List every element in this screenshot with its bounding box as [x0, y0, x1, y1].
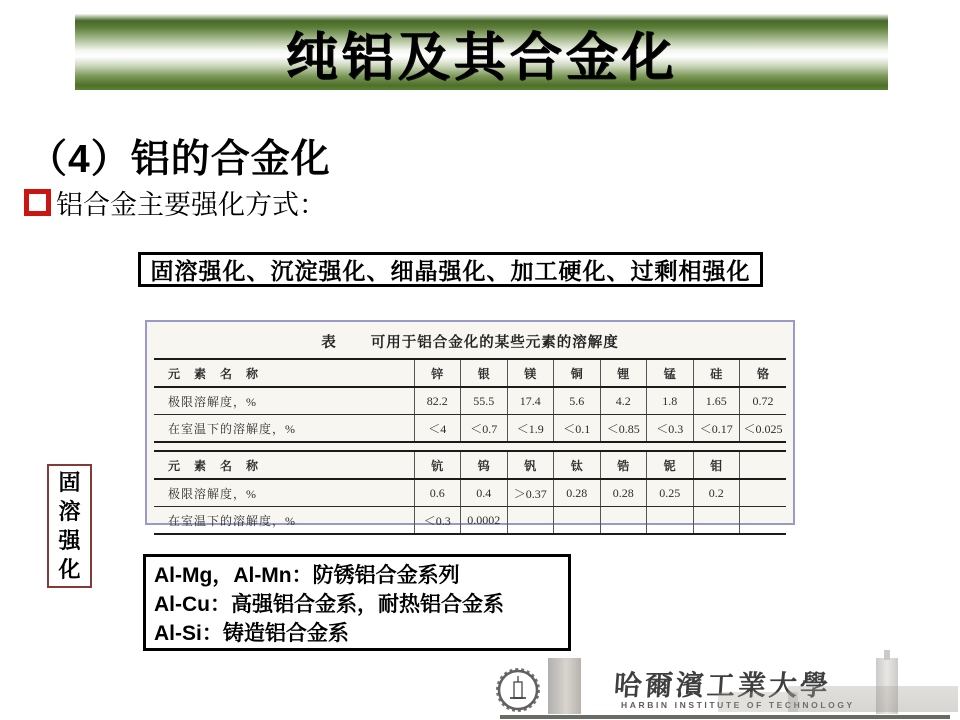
table-cell: ＜0.3	[647, 415, 694, 443]
table-cell: ＜4	[414, 415, 461, 443]
table-cell: 0.28	[600, 479, 647, 507]
section-heading: （4）铝的合金化	[28, 138, 331, 181]
column-header: 钪	[414, 451, 461, 479]
solubility-table-part1	[154, 358, 786, 443]
column-header: 锌	[414, 359, 461, 387]
alloy-line-almg: Al-Mg，Al-Mn：防锈铝合金系列	[154, 564, 460, 587]
table-row	[154, 387, 786, 415]
footer-divider	[500, 715, 950, 719]
alloy-line-alsi: Al-Si：铸造铝合金系	[154, 622, 349, 645]
table-cell: 1.8	[647, 387, 694, 415]
column-header	[740, 451, 787, 479]
row-label: 元 素 名 称	[154, 451, 414, 479]
table-row	[154, 451, 786, 479]
table-cell: 0.6	[414, 479, 461, 507]
table-cell: ＜0.17	[693, 415, 740, 443]
table-cell: ＜1.9	[507, 415, 554, 443]
table-cell: 0.0002	[461, 507, 508, 535]
table-cell	[554, 507, 601, 535]
table-caption	[147, 331, 793, 352]
table-row	[154, 507, 786, 535]
table-cell: 0.72	[740, 387, 787, 415]
column-header: 铜	[554, 359, 601, 387]
table-cell	[507, 507, 554, 535]
column-header: 锰	[647, 359, 694, 387]
table-cell	[600, 507, 647, 535]
table-cell: 82.2	[414, 387, 461, 415]
row-label: 极限溶解度，%	[154, 387, 414, 415]
campus-building-illustration	[548, 658, 581, 714]
column-header: 硅	[693, 359, 740, 387]
table-cell: 17.4	[507, 387, 554, 415]
table-cell: 1.65	[693, 387, 740, 415]
table-cell	[740, 479, 787, 507]
table-cell: ＞0.37	[507, 479, 554, 507]
table-cell: ＜0.3	[414, 507, 461, 535]
table-cell: 55.5	[461, 387, 508, 415]
column-header: 铌	[647, 451, 694, 479]
row-label: 在室温下的溶解度，%	[168, 513, 296, 528]
column-header: 银	[461, 359, 508, 387]
hit-gear-emblem-icon	[496, 668, 540, 712]
column-header: 铬	[740, 359, 787, 387]
table-caption-text: 可用于铝合金化的某些元素的溶解度	[370, 335, 619, 351]
table-cell: 0.25	[647, 479, 694, 507]
table-row	[154, 415, 786, 443]
table-cell: 5.6	[554, 387, 601, 415]
column-header: 锆	[600, 451, 647, 479]
table-cell: ＜0.7	[461, 415, 508, 443]
table-cell: ＜0.85	[600, 415, 647, 443]
university-name-en: HARBIN INSTITUTE OF TECHNOLOGY	[621, 700, 855, 710]
column-header: 钨	[461, 451, 508, 479]
alloy-series-box	[143, 554, 571, 651]
column-header: 镁	[507, 359, 554, 387]
alloy-line-alcu: Al-Cu：高强铝合金系，耐热铝合金系	[154, 593, 504, 616]
row-label: 元 素 名 称	[154, 359, 414, 387]
solubility-table-part2	[154, 450, 786, 535]
table-cell: 4.2	[600, 387, 647, 415]
column-header: 钼	[693, 451, 740, 479]
footer	[488, 656, 960, 720]
campus-skyline-illustration	[718, 692, 798, 712]
bullet-row	[24, 183, 326, 222]
table-cell: ＜0.025	[740, 415, 787, 443]
bullet-text: 铝合金主要强化方式：	[56, 190, 326, 220]
side-label-char: 固	[58, 470, 81, 495]
campus-skyline-illustration	[788, 686, 958, 712]
table-cell	[693, 507, 740, 535]
side-label-char: 化	[58, 557, 81, 582]
table-cell	[740, 507, 787, 535]
title-banner	[75, 14, 888, 90]
slide-title: 纯铝及其合金化	[285, 28, 678, 87]
table-cell: 0.4	[461, 479, 508, 507]
column-header: 钛	[554, 451, 601, 479]
row-label: 极限溶解度，%	[154, 479, 414, 507]
table-cell: ＜0.1	[554, 415, 601, 443]
table-cell: 0.28	[554, 479, 601, 507]
row-label: 在室温下的溶解度，%	[168, 421, 296, 436]
strengthening-methods-box: 固溶强化、沉淀强化、细晶强化、加工硬化、过剩相强化	[138, 252, 763, 287]
table-cell: 0.2	[693, 479, 740, 507]
side-label-char: 强	[58, 528, 81, 553]
solubility-table-figure	[145, 320, 795, 528]
table-row	[154, 479, 786, 507]
side-label-char: 溶	[58, 499, 81, 524]
table-cell	[647, 507, 694, 535]
university-name-cn: 哈爾濱工業大學	[612, 671, 832, 702]
column-header: 钒	[507, 451, 554, 479]
table-caption-label: 表	[321, 335, 337, 351]
solid-solution-label-box	[47, 464, 92, 588]
column-header: 锂	[600, 359, 647, 387]
red-square-bullet-icon	[24, 189, 51, 216]
table-row	[154, 359, 786, 387]
